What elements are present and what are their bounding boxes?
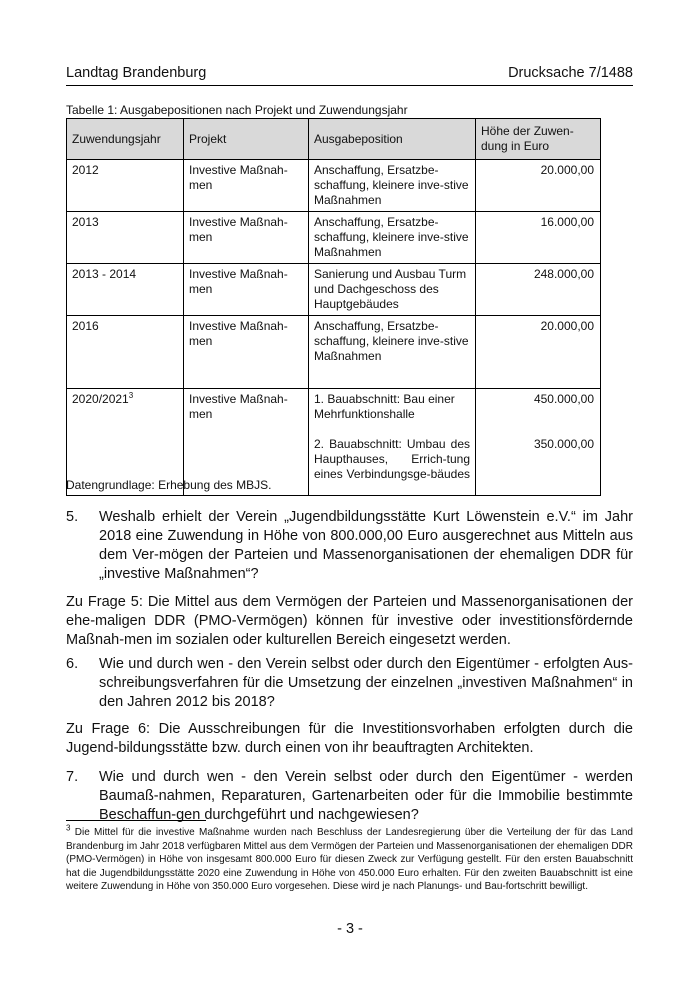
cell-project: Investive Maßnah-men xyxy=(184,389,309,496)
cell-year: 2013 xyxy=(67,212,184,264)
cell-project: Investive Maßnah-men xyxy=(184,316,309,389)
cell-year-text: 2020/2021 xyxy=(72,392,129,406)
table-row xyxy=(67,160,601,212)
footnote xyxy=(66,823,633,894)
table-caption: Tabelle 1: Ausgabepositionen nach Projekt und Zuwendungsjahr xyxy=(66,103,408,117)
cell-amount: 248.000,00 xyxy=(476,264,601,316)
page-number: - 3 - xyxy=(337,921,363,937)
question-text: Wie und durch wen - den Verein selbst oder durch den Eigentümer - werden Baumaß-nahmen, Reparaturen, Gartenarbeiten oder für die Immobilie bestimmte Beschaffun-gen durchgeführt und nachgewiesen? xyxy=(99,769,633,823)
table-row xyxy=(67,316,601,389)
table-header-row xyxy=(67,119,601,160)
table-row xyxy=(67,264,601,316)
table-source: Datengrundlage: Erhebung des MBJS. xyxy=(66,478,272,492)
cell-position: Sanierung und Ausbau Turm und Dachgeschoss des Hauptgebäudes xyxy=(309,264,476,316)
question-number: 5. xyxy=(66,509,79,525)
question-text: Wie und durch wen - den Verein selbst oder durch den Eigentümer - erfolgten Aus-schreibungsverfahren für die Umsetzung der einzelnen „investiven Maßnahmen“ in den Jahren 2012 bis 2018? xyxy=(99,656,633,710)
cell-project: Investive Maßnah-men xyxy=(184,160,309,212)
cell-year: 2012 xyxy=(67,160,184,212)
question-number: 7. xyxy=(66,769,79,785)
cell-position-text: 2. Bauabschnitt: Umbau des Haupthauses, Errich-tung eines Verbindungsge-bäudes xyxy=(314,436,470,481)
cell-position: Anschaffung, Ersatzbe-schaffung, kleinere inve-stive Maßnahmen xyxy=(309,316,476,389)
table-row xyxy=(67,212,601,264)
question-6 xyxy=(66,655,633,712)
cell-amount: 16.000,00 xyxy=(476,212,601,264)
cell-amount: 20.000,00 xyxy=(476,316,601,389)
page-header xyxy=(66,63,633,86)
answer-6: Zu Frage 6: Die Ausschreibungen für die Investitionsvorhaben erfolgten durch die Jugend-bildungsstätte bzw. durch einen von ihr beauftragten Architekten. xyxy=(66,721,633,756)
column-header: Höhe der Zuwen-dung in Euro xyxy=(476,119,601,160)
column-header: Ausgabeposition xyxy=(309,119,476,160)
column-header: Zuwendungsjahr xyxy=(67,119,184,160)
question-7 xyxy=(66,768,633,825)
cell-project: Investive Maßnah-men xyxy=(184,264,309,316)
footnote-mark: 3 xyxy=(66,823,71,833)
cell-amount: 350.000,00 xyxy=(476,434,601,496)
question-number: 6. xyxy=(66,656,79,672)
cell-amount: 450.000,00 xyxy=(476,389,601,434)
footnote-text: Die Mittel für die investive Maßnahme wurden nach Beschluss der Landesregierung über die Verteilung der für das Land Brandenburg im Jahr 2018 verfügbaren Mittel aus dem Vermögen der Parteien und Massenorganisationen der ehemaligen DDR (PMO-Vermögen) in Höhe von insgesamt 800.000 Euro für diesen Zweck zur Verfügung gestellt. Für den ersten Bauabschnitt hat die Jugendbildungsstätte 2020 eine Zuwendung in Höhe von 450.000 Euro erhalten. Für den zweiten Bauabschnitt ist eine weitere Zuwendung in Höhe von 350.000 Euro vorgesehen. Diese wird je nach Planungs- und Bau-fortschritt bewilligt. xyxy=(66,827,633,893)
footnote-ref: 3 xyxy=(128,391,134,400)
footnote-separator xyxy=(66,820,206,821)
question-text: Weshalb erhielt der Verein „Jugendbildungsstätte Kurt Löwenstein e.V.“ im Jahr 2018 eine Zuwendung in Höhe von 800.000,00 Euro ausgerechnet aus Mitteln aus dem Ver-mögen der Parteien und Massenorganisationen der ehemaligen DDR für „investive Maßnahmen“? xyxy=(99,509,633,582)
column-header: Projekt xyxy=(184,119,309,160)
table-row xyxy=(67,389,601,434)
cell-position: 1. Bauabschnitt: Bau einer Mehrfunktionshalle xyxy=(309,389,476,434)
answer-5: Zu Frage 5: Die Mittel aus dem Vermögen der Parteien und Massenorganisationen der ehe-maligen DDR (PMO-Vermögen) können für investive oder investitionsfördernde Maßnah-men im sozialen oder kulturellen Bereich eingesetzt werden. xyxy=(66,594,633,648)
cell-year: 2016 xyxy=(67,316,184,389)
question-5 xyxy=(66,508,633,584)
header-right: Drucksache 7/1488 xyxy=(508,65,633,81)
header-left: Landtag Brandenburg xyxy=(66,65,207,81)
cell-position: Anschaffung, Ersatzbe-schaffung, kleinere inve-stive Maßnahmen xyxy=(309,160,476,212)
cell-year: 2013 - 2014 xyxy=(67,264,184,316)
cell-position: Anschaffung, Ersatzbe-schaffung, kleinere inve-stive Maßnahmen xyxy=(309,212,476,264)
cell-project: Investive Maßnah-men xyxy=(184,212,309,264)
cell-position xyxy=(309,434,476,496)
cell-amount: 20.000,00 xyxy=(476,160,601,212)
expenditure-table xyxy=(66,118,601,496)
